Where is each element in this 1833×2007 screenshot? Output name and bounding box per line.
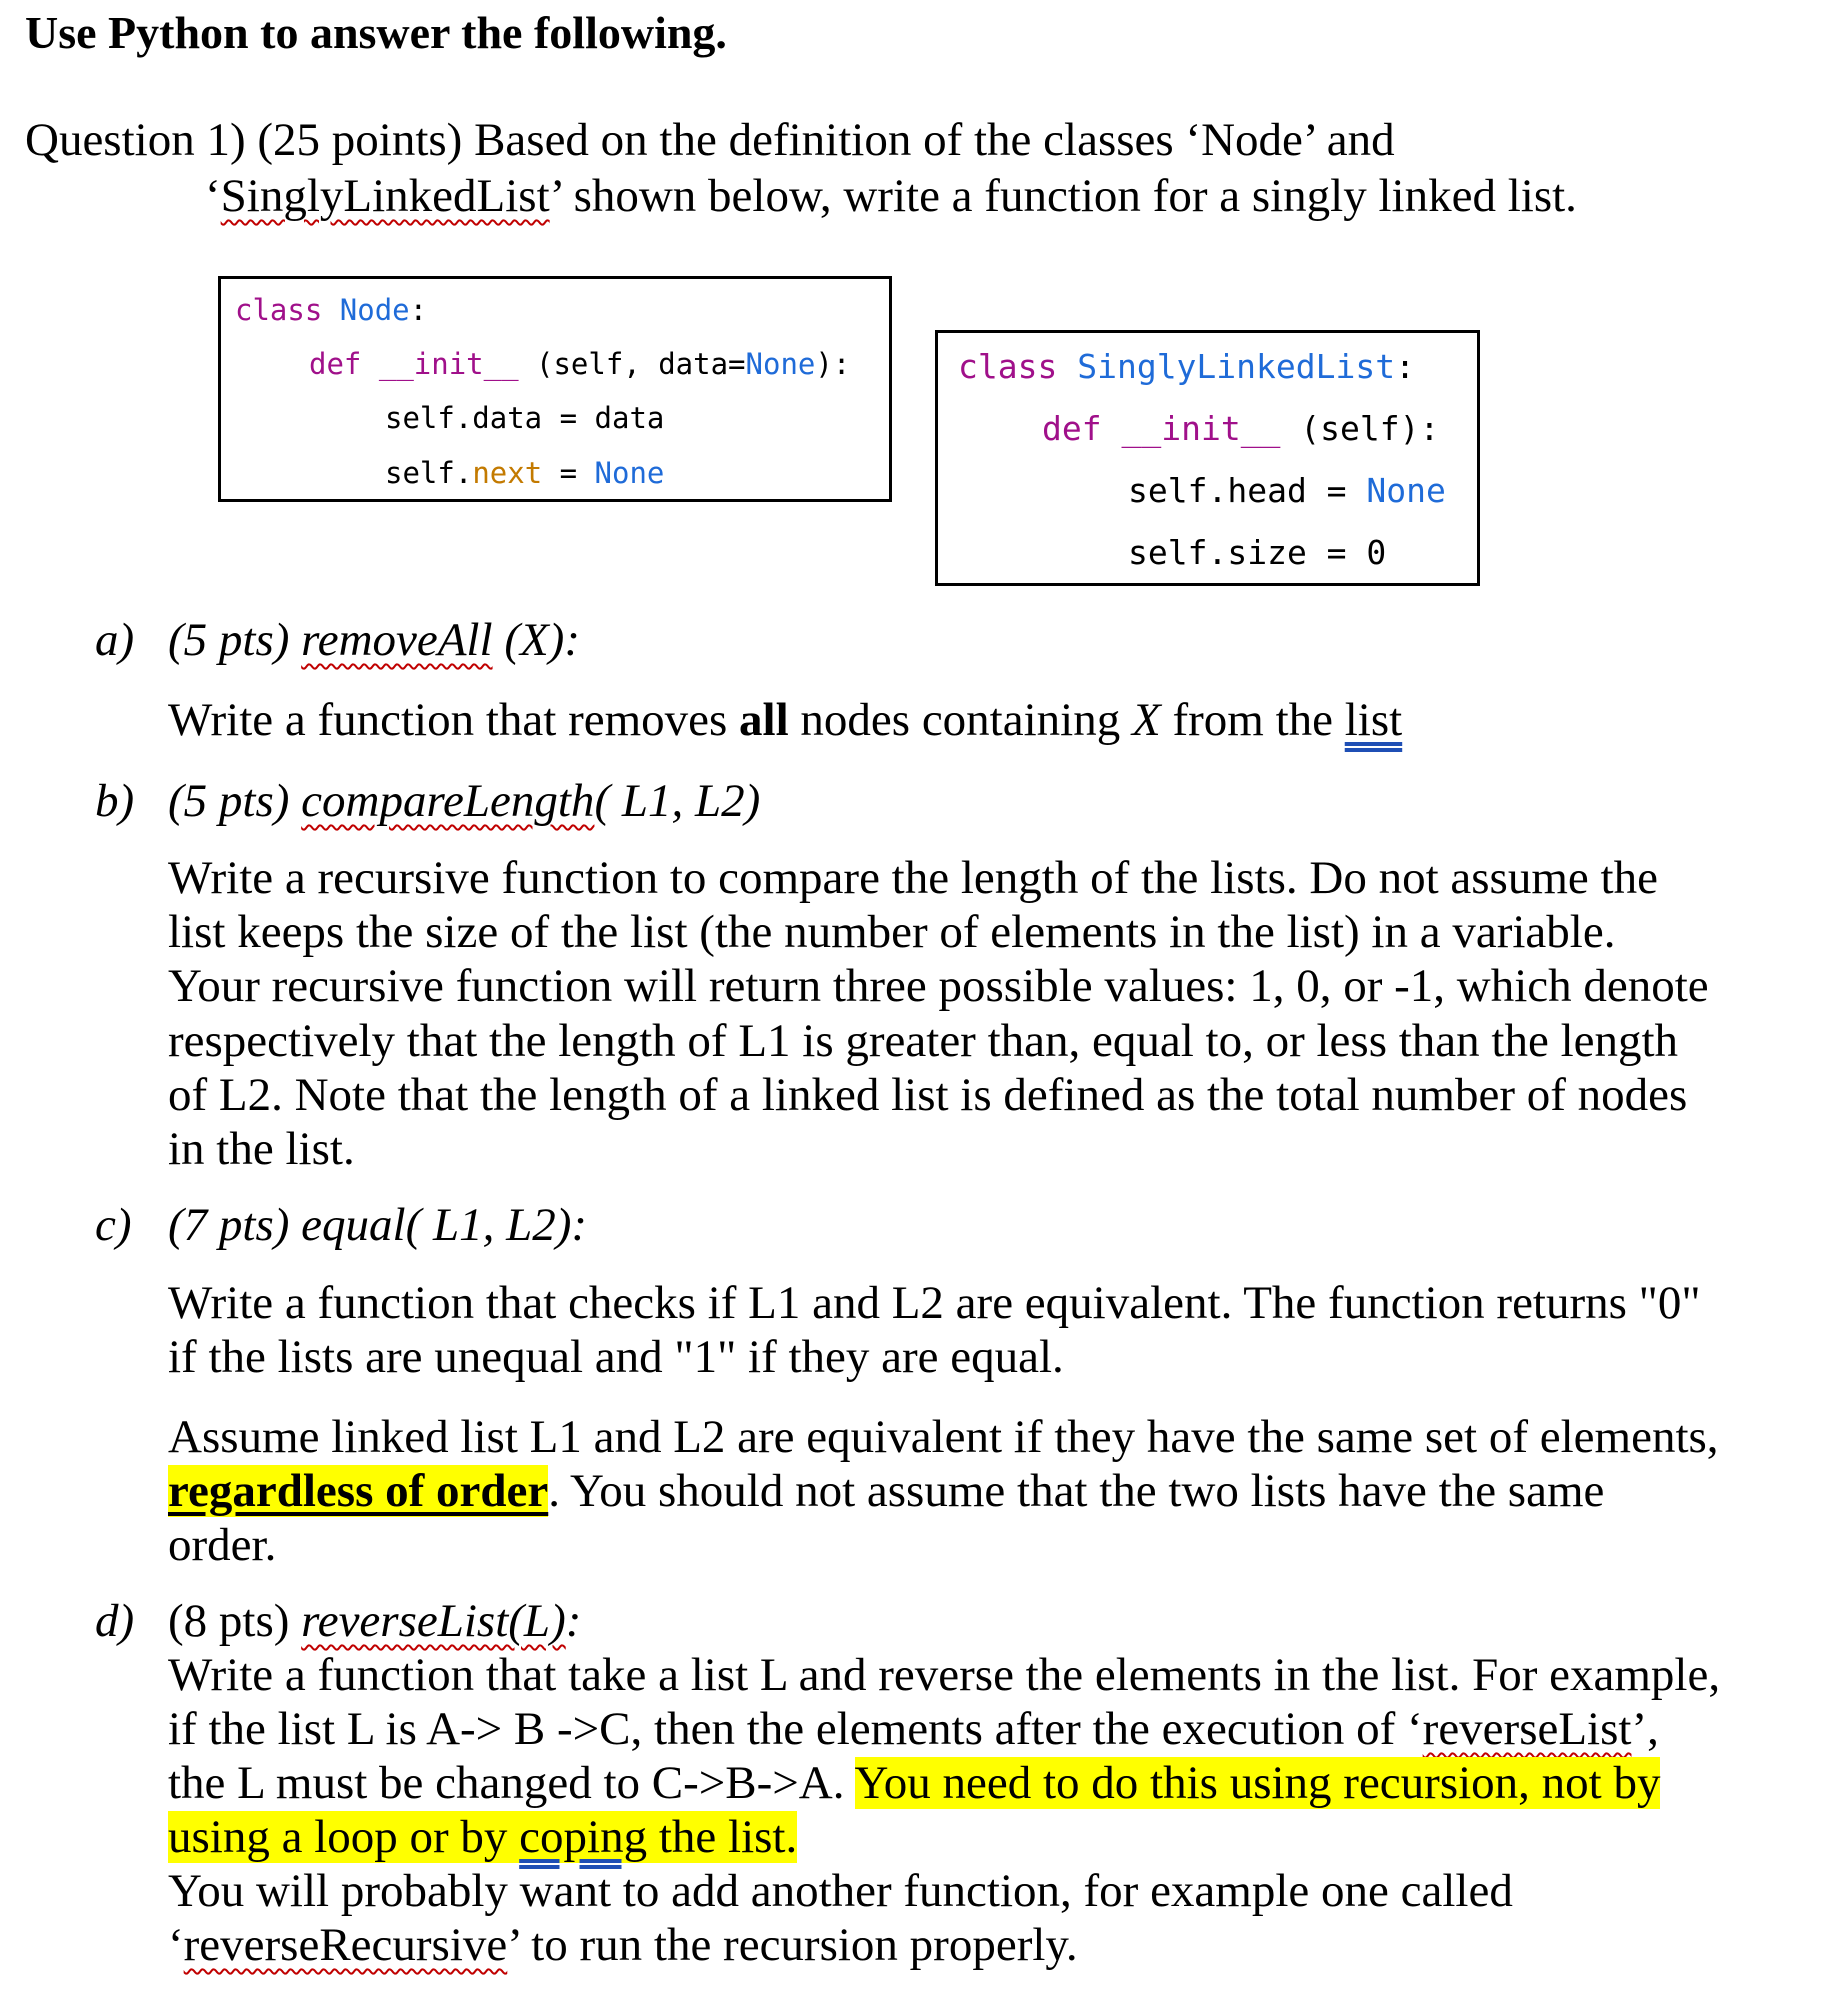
highlight-recursion-note: using a loop or by xyxy=(168,1811,520,1863)
colon: : xyxy=(409,293,428,327)
part-b-label: b) xyxy=(95,775,135,827)
node-code-line-1 xyxy=(235,293,427,327)
part-b-function-name: compareLength xyxy=(301,775,595,827)
part-c-p2-line-2 xyxy=(168,1463,1604,1519)
assign-op: = xyxy=(1306,471,1367,510)
part-a-points: (5 pts) xyxy=(168,614,302,666)
part-a-body xyxy=(168,692,1402,748)
init-end: ): xyxy=(815,347,851,381)
part-c-p1-line-1: Write a function that checks if L1 and L2 are equivalent. The function returns "0" xyxy=(168,1277,1701,1329)
part-d-line-4 xyxy=(168,1809,797,1865)
class-name: SinglyLinkedList xyxy=(1077,347,1396,386)
highlight-recursion-note: You need to do this using recursion, not by xyxy=(854,1757,1661,1809)
italic-x: X xyxy=(1131,694,1161,746)
part-d-signature: : xyxy=(565,1595,582,1647)
assign-op: = xyxy=(542,456,595,490)
none-literal: None xyxy=(745,347,816,381)
init-args: (self, data= xyxy=(518,347,746,381)
none-literal: None xyxy=(1366,471,1446,510)
none-literal: None xyxy=(594,456,665,490)
reverse-recursive-name: reverseRecursive xyxy=(183,1919,508,1971)
sll-code-line-3 xyxy=(1128,471,1446,510)
assign-op: = xyxy=(542,401,595,435)
size-assign-lhs: self.size xyxy=(1128,533,1307,572)
text: Write a function that removes xyxy=(168,694,740,746)
highlight-coping: coping xyxy=(519,1811,648,1863)
data-assign-lhs: self.data xyxy=(385,401,543,435)
zero-literal: 0 xyxy=(1366,533,1387,572)
def-keyword: def xyxy=(1042,409,1102,448)
sll-class-code-box xyxy=(935,330,1480,586)
next-attr: next xyxy=(472,456,543,490)
text: ’, xyxy=(1631,1703,1659,1755)
class-name: Node xyxy=(339,293,410,327)
init-function: __init__ xyxy=(378,347,519,381)
sll-code-line-1 xyxy=(958,347,1415,386)
quote-open: ‘ xyxy=(205,170,221,222)
part-d-line-1: Write a function that take a list L and reverse the elements in the list. For example, xyxy=(168,1649,1721,1701)
text: if the list L is A-> B ->C, then the elements after the execution of ‘ xyxy=(168,1703,1423,1755)
colon: : xyxy=(1395,347,1415,386)
part-c-p2-line-3: order. xyxy=(168,1519,277,1571)
part-b-signature: ( L1, L2) xyxy=(594,775,761,827)
part-b-line-1: Write a recursive function to compare the length of the lists. Do not assume the xyxy=(168,852,1658,904)
part-d-function-name: reverseList(L) xyxy=(301,1595,566,1647)
text: ’ to run the recursion properly. xyxy=(507,1919,1078,1971)
underlined-list: list xyxy=(1344,694,1403,746)
node-code-line-2 xyxy=(309,347,850,381)
node-code-line-3 xyxy=(385,401,664,435)
data-assign-rhs: data xyxy=(594,401,665,435)
class-name-sll: SinglyLinkedList xyxy=(220,170,550,222)
part-d-line-5: You will probably want to add another function, for example one called xyxy=(168,1865,1513,1917)
part-a-label: a) xyxy=(95,614,135,666)
part-b-line-3: Your recursive function will return three possible values: 1, 0, or -1, which denote xyxy=(168,960,1709,1012)
head-assign-lhs: self.head xyxy=(1128,471,1307,510)
reverse-list-name: reverseList xyxy=(1422,1703,1632,1755)
question-line-1: Question 1) (25 points) Based on the definition of the classes ‘Node’ and xyxy=(25,114,1395,166)
part-b-points: (5 pts) xyxy=(168,775,302,827)
node-code-line-4 xyxy=(385,456,664,490)
sll-code-line-4 xyxy=(1128,533,1386,572)
part-d-line-6 xyxy=(168,1917,1078,1973)
part-c-heading: (7 pts) equal( L1, L2): xyxy=(168,1199,588,1251)
assign-op: = xyxy=(1306,533,1367,572)
part-d-points: (8 pts) xyxy=(168,1595,302,1647)
init-args: (self): xyxy=(1280,409,1440,448)
part-d-line-3 xyxy=(168,1755,1660,1811)
self-ref: self. xyxy=(385,456,473,490)
part-b-line-5: of L2. Note that the length of a linked list is defined as the total number of nodes xyxy=(168,1069,1688,1121)
def-keyword: def xyxy=(309,347,362,381)
text: . You should not assume that the two lists have the same xyxy=(548,1465,1605,1517)
part-c-label: c) xyxy=(95,1199,132,1251)
highlight-recursion-note: the list. xyxy=(647,1811,798,1863)
part-a-signature: (X): xyxy=(492,614,580,666)
part-b-line-4: respectively that the length of L1 is greater than, equal to, or less than the length xyxy=(168,1015,1679,1067)
page-title: Use Python to answer the following. xyxy=(25,7,727,58)
question-line-2-rest: ’ shown below, write a function for a singly linked list. xyxy=(549,170,1577,222)
part-d-heading xyxy=(168,1593,581,1649)
quote-open: ‘ xyxy=(168,1919,184,1971)
text: the L must be changed to C->B->A. xyxy=(168,1757,855,1809)
part-a-function-name: removeAll xyxy=(301,614,493,666)
question-line-2 xyxy=(205,168,1577,224)
highlight-regardless-of-order: regardless of order xyxy=(168,1465,549,1517)
bold-all: all xyxy=(739,694,789,746)
part-a-heading xyxy=(168,612,580,668)
part-c-p1-line-2: if the lists are unequal and "1" if they are equal. xyxy=(168,1331,1064,1383)
text: nodes containing xyxy=(788,694,1132,746)
text: from the xyxy=(1160,694,1345,746)
node-class-code-box xyxy=(218,276,892,502)
part-b-heading xyxy=(168,773,760,829)
part-d-line-2 xyxy=(168,1701,1659,1757)
class-keyword: class xyxy=(235,293,323,327)
part-b-line-6: in the list. xyxy=(168,1123,355,1175)
init-function: __init__ xyxy=(1121,409,1281,448)
part-d-label: d) xyxy=(95,1595,135,1647)
part-c-p2-line-1: Assume linked list L1 and L2 are equivalent if they have the same set of elements, xyxy=(168,1411,1719,1463)
part-b-line-2: list keeps the size of the list (the number of elements in the list) in a variable. xyxy=(168,906,1616,958)
sll-code-line-2 xyxy=(1042,409,1439,448)
class-keyword: class xyxy=(958,347,1058,386)
